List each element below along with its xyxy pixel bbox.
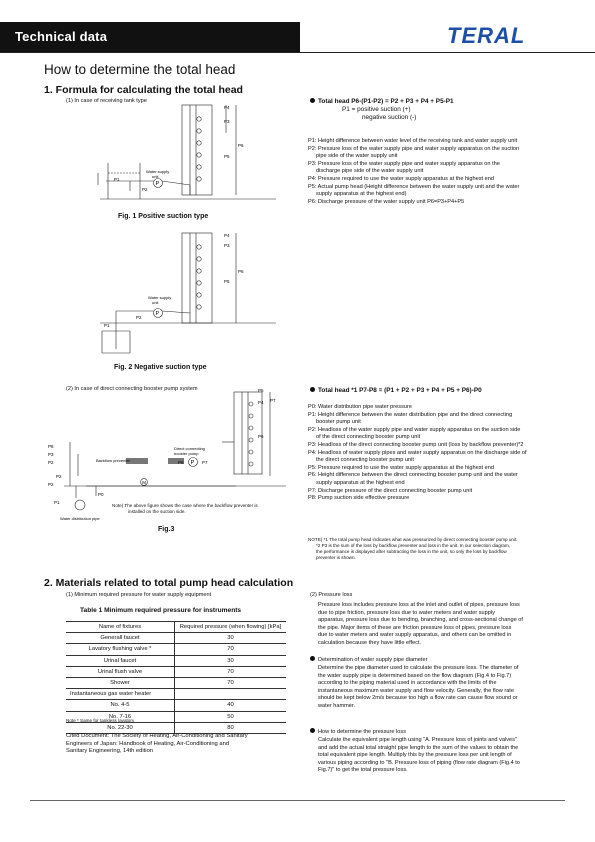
cited-document: [66, 733, 306, 756]
fixture-name-cell: No. 7-16: [66, 711, 175, 722]
svg-text:P4: P4: [224, 105, 230, 110]
fixture-name-cell: Shower: [66, 677, 175, 688]
formula-1: Total head P6-(P1-P2) = P2 + P3 + P4 + P5-P1: [310, 98, 454, 106]
pressure-value-cell: [175, 689, 287, 700]
page-title: How to determine the total head: [44, 62, 236, 77]
svg-text:P2: P2: [56, 474, 62, 479]
pressure-loss-text: [318, 602, 574, 648]
pressure-value-cell: 70: [175, 677, 287, 688]
svg-text:P2: P2: [48, 460, 54, 465]
table-row: [66, 700, 286, 711]
table-row: [66, 677, 286, 688]
svg-text:P7: P7: [270, 398, 276, 403]
bullet-icon: [310, 98, 315, 103]
fixture-name-cell: No. 4-5: [66, 700, 175, 711]
text-line: P2: Pressure loss of the water supply pipe and water supply apparatus on the suction: [308, 145, 520, 152]
formula-2: Total head *1 P7-P8 = (P1 + P2 + P3 + P4 + P5 + P6)-P0: [310, 387, 482, 395]
text-line: Pressure loss includes pressure loss at the inlet and outlet of pipes, pressure loss: [318, 602, 520, 608]
pressure-value-cell: 70: [175, 644, 287, 655]
text-line: of the direct connecting booster pump unit: [316, 434, 421, 441]
text-line: total equivalent pipe length. Multiply this by the pressure loss per unit length of: [318, 752, 512, 759]
text-line: various piping according to "B. Pressure loss of piping (flow rate diagram (Fig.4 to: [318, 759, 520, 766]
svg-text:P5: P5: [224, 279, 230, 284]
diameter-text: [318, 665, 574, 711]
text-line: P5: Actual pump head (Height difference between the water supply unit and the water: [308, 183, 520, 190]
figure-3-note-1: Note) The above figure shows the case where the backflow preventer is: [112, 503, 258, 508]
section-1-heading: 1. Formula for calculating the total head: [44, 84, 243, 96]
figure-1-caption: Fig. 1 Positive suction type: [118, 213, 209, 220]
text-line: P5: Pressure required to use the water supply apparatus at the highest end: [308, 464, 494, 471]
pressure-value-cell: 70: [175, 666, 287, 677]
svg-text:P1: P1: [104, 323, 110, 328]
notes: [308, 537, 570, 561]
svg-text:P3: P3: [48, 452, 54, 457]
case-2-label: (2) In case of direct connecting booster pump system: [66, 386, 198, 392]
teral-logo: [445, 24, 555, 46]
formula-1-positive: P1 = positive suction (+): [342, 106, 411, 113]
fixture-name-cell: Instantaneous gas water heater: [66, 689, 175, 700]
diameter-heading: Determination of water supply pipe diameter: [310, 656, 427, 665]
svg-text:Water supply: Water supply: [146, 169, 170, 174]
svg-text:Water supply: Water supply: [148, 295, 172, 300]
text-line: Determine the pipe diameter used to calculate the pressure loss. The diameter of: [318, 665, 519, 671]
text-line: supply apparatus at the highest end): [316, 191, 407, 198]
header-rule: [0, 52, 595, 53]
text-line: the performance is displayed after subtracting the loss in the unit, so only the loss by backflow: [316, 549, 507, 554]
svg-text:unit: unit: [152, 174, 159, 179]
svg-text:P2: P2: [136, 315, 142, 320]
text-line: due to water meters and water supply apparatus, and others can be omitted in: [318, 632, 512, 639]
pressure-loss-heading: (2) Pressure loss: [310, 592, 353, 598]
text-line: pipe side of the water supply unit: [316, 153, 398, 160]
svg-text:P7: P7: [202, 460, 208, 465]
svg-text:P8: P8: [48, 444, 54, 449]
text-line: P6: Height difference between the direct connecting booster pump unit and the water: [308, 472, 518, 479]
figure-2-caption: Fig. 2 Negative suction type: [114, 364, 207, 371]
text-line: discharge pipe side of the water supply unit: [316, 168, 424, 175]
text-line: due to pipe friction, pressure loss due to water meters and water supply: [318, 609, 495, 616]
case-1-label: (1) In case of receiving tank type: [66, 98, 147, 104]
text-line: the pipe. Major items of these are friction pressure loss of pipes, pressure loss: [318, 624, 512, 631]
table-title: Table 1 Minimum required pressure for instruments: [80, 607, 242, 614]
table-row: [66, 633, 286, 644]
svg-text:booster pump: booster pump: [174, 451, 199, 456]
svg-text:P4: P4: [258, 400, 264, 405]
svg-text:P2: P2: [48, 482, 54, 487]
text-line: NOTE) *1 The total pump head indicates what was pressurized by direct connecting booster pump unit.: [308, 537, 518, 542]
formula-1-negative: negative suction (-): [362, 114, 417, 121]
text-line: apparatus, pressure loss due to bending, branching, and cross-sectional change of: [318, 617, 523, 624]
text-line: *2 P3 is the sum of the loss by backflow preventer and loss in the unit. In our selection diagram,: [316, 543, 511, 548]
loss-text: [318, 737, 574, 775]
text-line: P6: Discharge pressure of the water supply unit P6=P3+P4+P5: [308, 198, 465, 205]
text-line: P4: Headloss of water supply pipes and water supply apparatus on the discharge side of: [308, 449, 527, 456]
text-line: P0: Water distribution pipe water pressure: [308, 404, 412, 410]
text-line: P7: Discharge pressure of the direct connecting booster pump unit: [308, 487, 473, 494]
table-row: [66, 666, 286, 677]
figure-3-note-2: installed on the suction side.: [128, 509, 186, 514]
text-line: P4: Pressure required to use the water supply apparatus at the highest end: [308, 175, 494, 182]
text-line: should be kept below 2m/s because too high a flow rate can cause flow sound or: [318, 695, 518, 702]
svg-text:P3: P3: [224, 243, 230, 248]
text-line: Engineers of Japan: Handbook of Heating, Air-Conditioning and: [66, 740, 230, 747]
text-line: Sanitary Engineering, 14th edition: [66, 748, 154, 755]
svg-text:P1: P1: [114, 177, 120, 182]
header-bar: [0, 22, 300, 52]
svg-text:P8: P8: [178, 460, 184, 465]
fixture-name-cell: Lavatory flushing valve *: [66, 644, 175, 655]
text-line: P2: Headloss of the water supply pipe and water supply apparatus on the suction side: [308, 426, 521, 433]
svg-text:P3: P3: [224, 119, 230, 124]
svg-text:P1: P1: [54, 500, 60, 505]
text-line: the direct connecting booster pump unit: [316, 457, 414, 464]
fixture-name-cell: Urinal flush valve: [66, 666, 175, 677]
bullet-icon: [310, 728, 315, 733]
figure-3-diagram: [48, 386, 286, 522]
text-line: Fig.7)" to get the total pressure loss.: [318, 767, 408, 774]
svg-text:P4: P4: [224, 233, 230, 238]
table-header-cell: Name of fixtures: [66, 622, 175, 633]
text-line: P1: Height difference between the water distribution pipe and the direct connecting: [308, 411, 513, 418]
svg-text:P5: P5: [258, 388, 264, 393]
definitions-2: [308, 404, 570, 503]
text-line: and add the actual total straight pipe length to the sum of the values to obtain the: [318, 744, 519, 751]
text-line: P3: Headloss of the direct connecting booster pump unit (loss by backflow preventer)*2: [308, 441, 524, 448]
footer-rule: [30, 800, 565, 801]
definitions-1: [308, 138, 570, 206]
svg-text:P6: P6: [258, 434, 264, 439]
text-line: booster pump unit: [316, 419, 361, 426]
text-line: water hammer.: [318, 702, 355, 709]
pressure-value-cell: 50: [175, 711, 287, 722]
text-line: according to the piping material used in accordance with the limits of the: [318, 680, 497, 687]
text-line: supply apparatus at the highest end: [316, 479, 405, 486]
figure-1-diagram: [86, 103, 276, 211]
text-line: instantaneous maximum water supply and flow velocity. Generally, the flow rate: [318, 687, 514, 694]
svg-text:P5: P5: [224, 154, 230, 159]
fixture-name-cell: Urinal faucet: [66, 655, 175, 666]
table-header-row: [66, 622, 286, 633]
bullet-icon: [310, 387, 315, 392]
text-line: P8: Pump suction side effective pressure: [308, 495, 410, 502]
svg-text:P: P: [190, 460, 195, 467]
figure-2-diagram: [86, 231, 276, 361]
section-2-heading: 2. Materials related to total pump head calculation: [44, 577, 294, 589]
table-header-cell: Required pressure (when flowing) [kPa]: [175, 622, 287, 633]
text-line: preventer is shown.: [316, 555, 356, 560]
text-line: Cited Document: The Society of Heating, Air-Conditioning and Sanitary: [66, 733, 248, 739]
pressure-value-cell: 30: [175, 633, 287, 644]
svg-text:P2: P2: [142, 187, 148, 192]
table-row: [66, 644, 286, 655]
svg-text:TERAL: TERAL: [447, 23, 526, 48]
svg-text:P0: P0: [98, 492, 104, 497]
table-row: [66, 689, 286, 700]
svg-text:P: P: [155, 181, 160, 188]
table-note: Note * Same for tankless lavatory: [66, 718, 135, 723]
text-line: P3: Pressure loss of the water supply pipe and water supply apparatus on the: [308, 160, 500, 167]
fixture-name-cell: No. 22-30: [66, 722, 175, 733]
required-pressure-table: [66, 621, 286, 734]
bullet-icon: [310, 656, 315, 661]
pressure-value-cell: 30: [175, 655, 287, 666]
pressure-value-cell: 40: [175, 700, 287, 711]
text-line: calculation because they have little effect.: [318, 639, 422, 646]
text-line: P1: Height difference between water level of the receiving tank and water supply unit: [308, 138, 518, 144]
svg-text:P: P: [155, 311, 160, 318]
svg-text:Water distribution pipe: Water distribution pipe: [60, 516, 100, 521]
text-line: Calculate the equivalent pipe length using "A. Pressure loss of joints and valves": [318, 737, 517, 743]
svg-text:P6: P6: [238, 143, 244, 148]
pressure-value-cell: 80: [175, 722, 287, 733]
svg-text:Direct connecting: Direct connecting: [174, 446, 205, 451]
svg-text:P6: P6: [238, 269, 244, 274]
case-2-1-label: (1) Minimum required pressure for water supply equipment: [66, 592, 212, 598]
text-line: the water supply pipe is determined based on the flow diagram (Fig.4 to Fig.7): [318, 672, 512, 679]
table-row: [66, 655, 286, 666]
figure-3-caption: Fig.3: [158, 526, 175, 533]
loss-heading: How to determine the pressure loss: [310, 728, 406, 737]
svg-text:M: M: [142, 479, 147, 485]
svg-text:Backflow preventer: Backflow preventer: [96, 458, 131, 463]
header-title: Technical data: [15, 29, 108, 44]
svg-text:unit: unit: [152, 300, 159, 305]
fixture-name-cell: Generall faucet: [66, 633, 175, 644]
